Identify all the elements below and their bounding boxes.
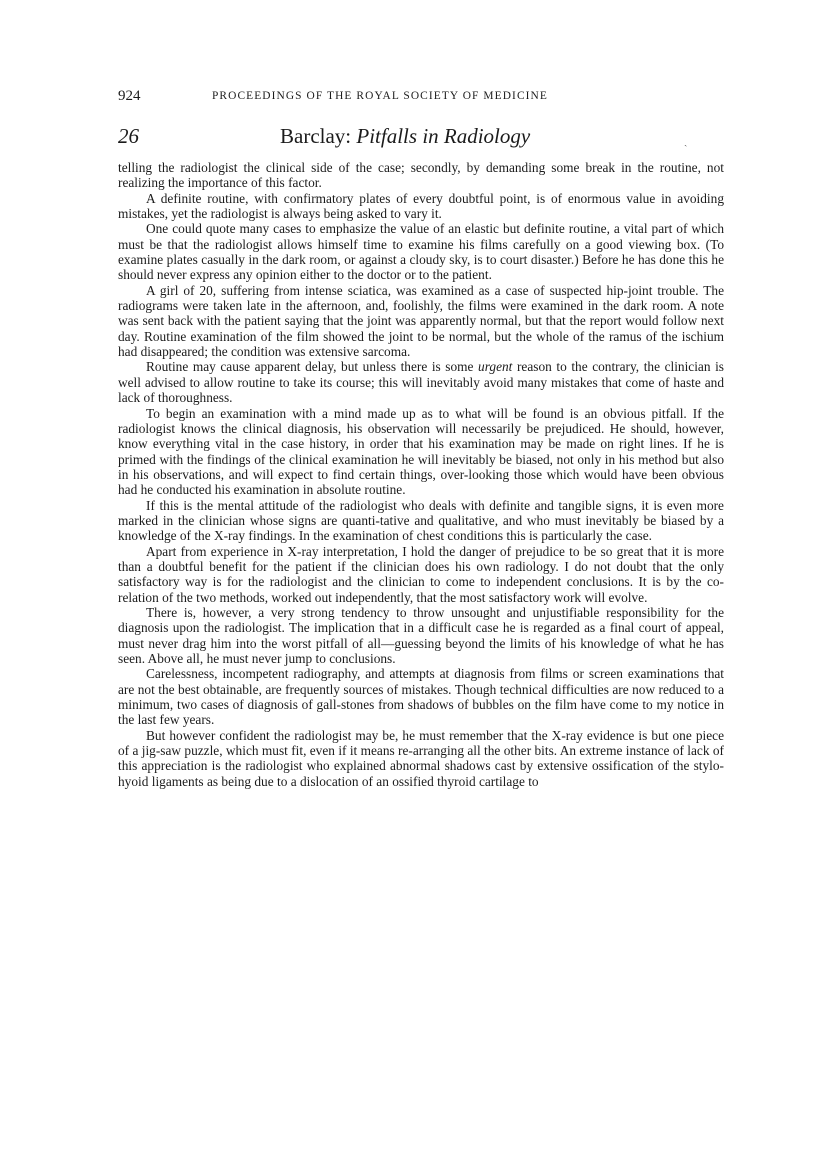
page-number: 924 <box>118 88 141 104</box>
paragraph: But however confident the radiologist may be, he must remember that the X-ray evidence is but one piece of a jig-saw puzzle, which must fit, even if it means re-arranging all the other bits. An extreme instance of lack of this appreciation is the radiologist who explained abnormal shadows cast by extensive ossification of the stylo-hyoid ligaments as being due to a dislocation of an ossified thyroid cartilage to <box>118 727 724 789</box>
author-name: Barclay: <box>280 124 352 148</box>
paragraph: A definite routine, with confirmatory plates of every doubtful point, is of enormous value in avoiding mistakes, yet the radiologist is always being asked to vary it. <box>118 190 724 222</box>
running-head <box>118 88 724 112</box>
paragraph: If this is the mental attitude of the radiologist who deals with definite and tangible signs, it is even more marked in the clinician whose signs are quanti-tative and qualitative, and who must inevitably be biased by a knowledge of the X-ray findings. In the examination of chest conditions this is particularly the case. <box>118 497 724 544</box>
paragraph: A girl of 20, suffering from intense sciatica, was examined as a case of suspected hip-joint trouble. The radiograms were taken late in the afternoon, and, foolishly, the films were examined in the dark room. A note was sent back with the patient saying that the joint was apparently normal, but that the report would follow next day. Routine examination of the film showed the joint to be normal, but the whole of the ramus of the ischium had disappeared; the condition was extensive sarcoma. <box>118 282 724 360</box>
paragraph: Apart from experience in X-ray interpretation, I hold the danger of prejudice to be so great that it is more than a doubtful benefit for the patient if the clinician does his own radiology. I do not doubt that the only satisfactory way is for the radiologist and the clinician to come to independent conclusions. It is by the co-relation of the two methods, worked out independently, that the most satisfactory work will evolve. <box>118 543 724 605</box>
title-text: Pitfalls in Radiology <box>356 124 531 148</box>
article-heading <box>118 124 724 158</box>
journal-title: PROCEEDINGS OF THE ROYAL SOCIETY OF MEDICINE <box>212 90 548 102</box>
paragraph-text: Routine may cause apparent delay, but unless there is some <box>146 359 479 375</box>
paragraph: Carelessness, incompetent radiography, and attempts at diagnosis from films or screen examinations that are not the best obtainable, are frequently sources of mistakes. Though technical difficulties are now reduced to a minimum, two cases of diagnosis of gall-stones from shadows of bubbles on the film have come to my notice in the last few years. <box>118 666 724 728</box>
paragraph-text: reason to the contrary, the clinician is well advised to allow routine to take its course; this will inevitably avoid many mistakes that come of haste and lack of thoroughness. <box>118 359 724 406</box>
margin-mark: ˏ <box>684 136 688 147</box>
article-title <box>280 124 530 149</box>
page <box>118 88 724 789</box>
emphasis-text: urgent <box>478 359 513 375</box>
section-number: 26 <box>118 124 139 148</box>
paragraph <box>118 359 724 405</box>
paragraph: One could quote many cases to emphasize the value of an elastic but definite routine, a vital part of which must be that the radiologist allows himself time to examine his films carefully on a good viewing box. (To examine plates casually in the dark room, or against a cloudy sky, is to court disaster.) Before he has done this he should never express any opinion either to the doctor or to the patient. <box>118 221 724 283</box>
paragraph: To begin an examination with a mind made up as to what will be found is an obvious pitfall. If the radiologist knows the clinical diagnosis, his observation will necessarily be prejudiced. He should, however, know everything vital in the case history, in order that his examination may be made on right lines. If he is primed with the findings of the clinical examination he will inevitably be biased, not only in his method but also in his observations, and will expect to find certain things, over-looking those which would have been obvious had he conducted his examination in absolute routine. <box>118 405 724 498</box>
paragraph: There is, however, a very strong tendency to throw unsought and unjustifiable responsibility for the diagnosis upon the radiologist. The implication that in a difficult case he is regarded as a final court of appeal, must never drag him into the worst pitfall of all—guessing beyond the limits of his knowledge of what he has seen. Above all, he must never jump to conclusions. <box>118 604 724 666</box>
article-body <box>118 160 724 789</box>
paragraph: telling the radiologist the clinical side of the case; secondly, by demanding some break in the routine, not realizing the importance of this factor. <box>118 160 724 191</box>
